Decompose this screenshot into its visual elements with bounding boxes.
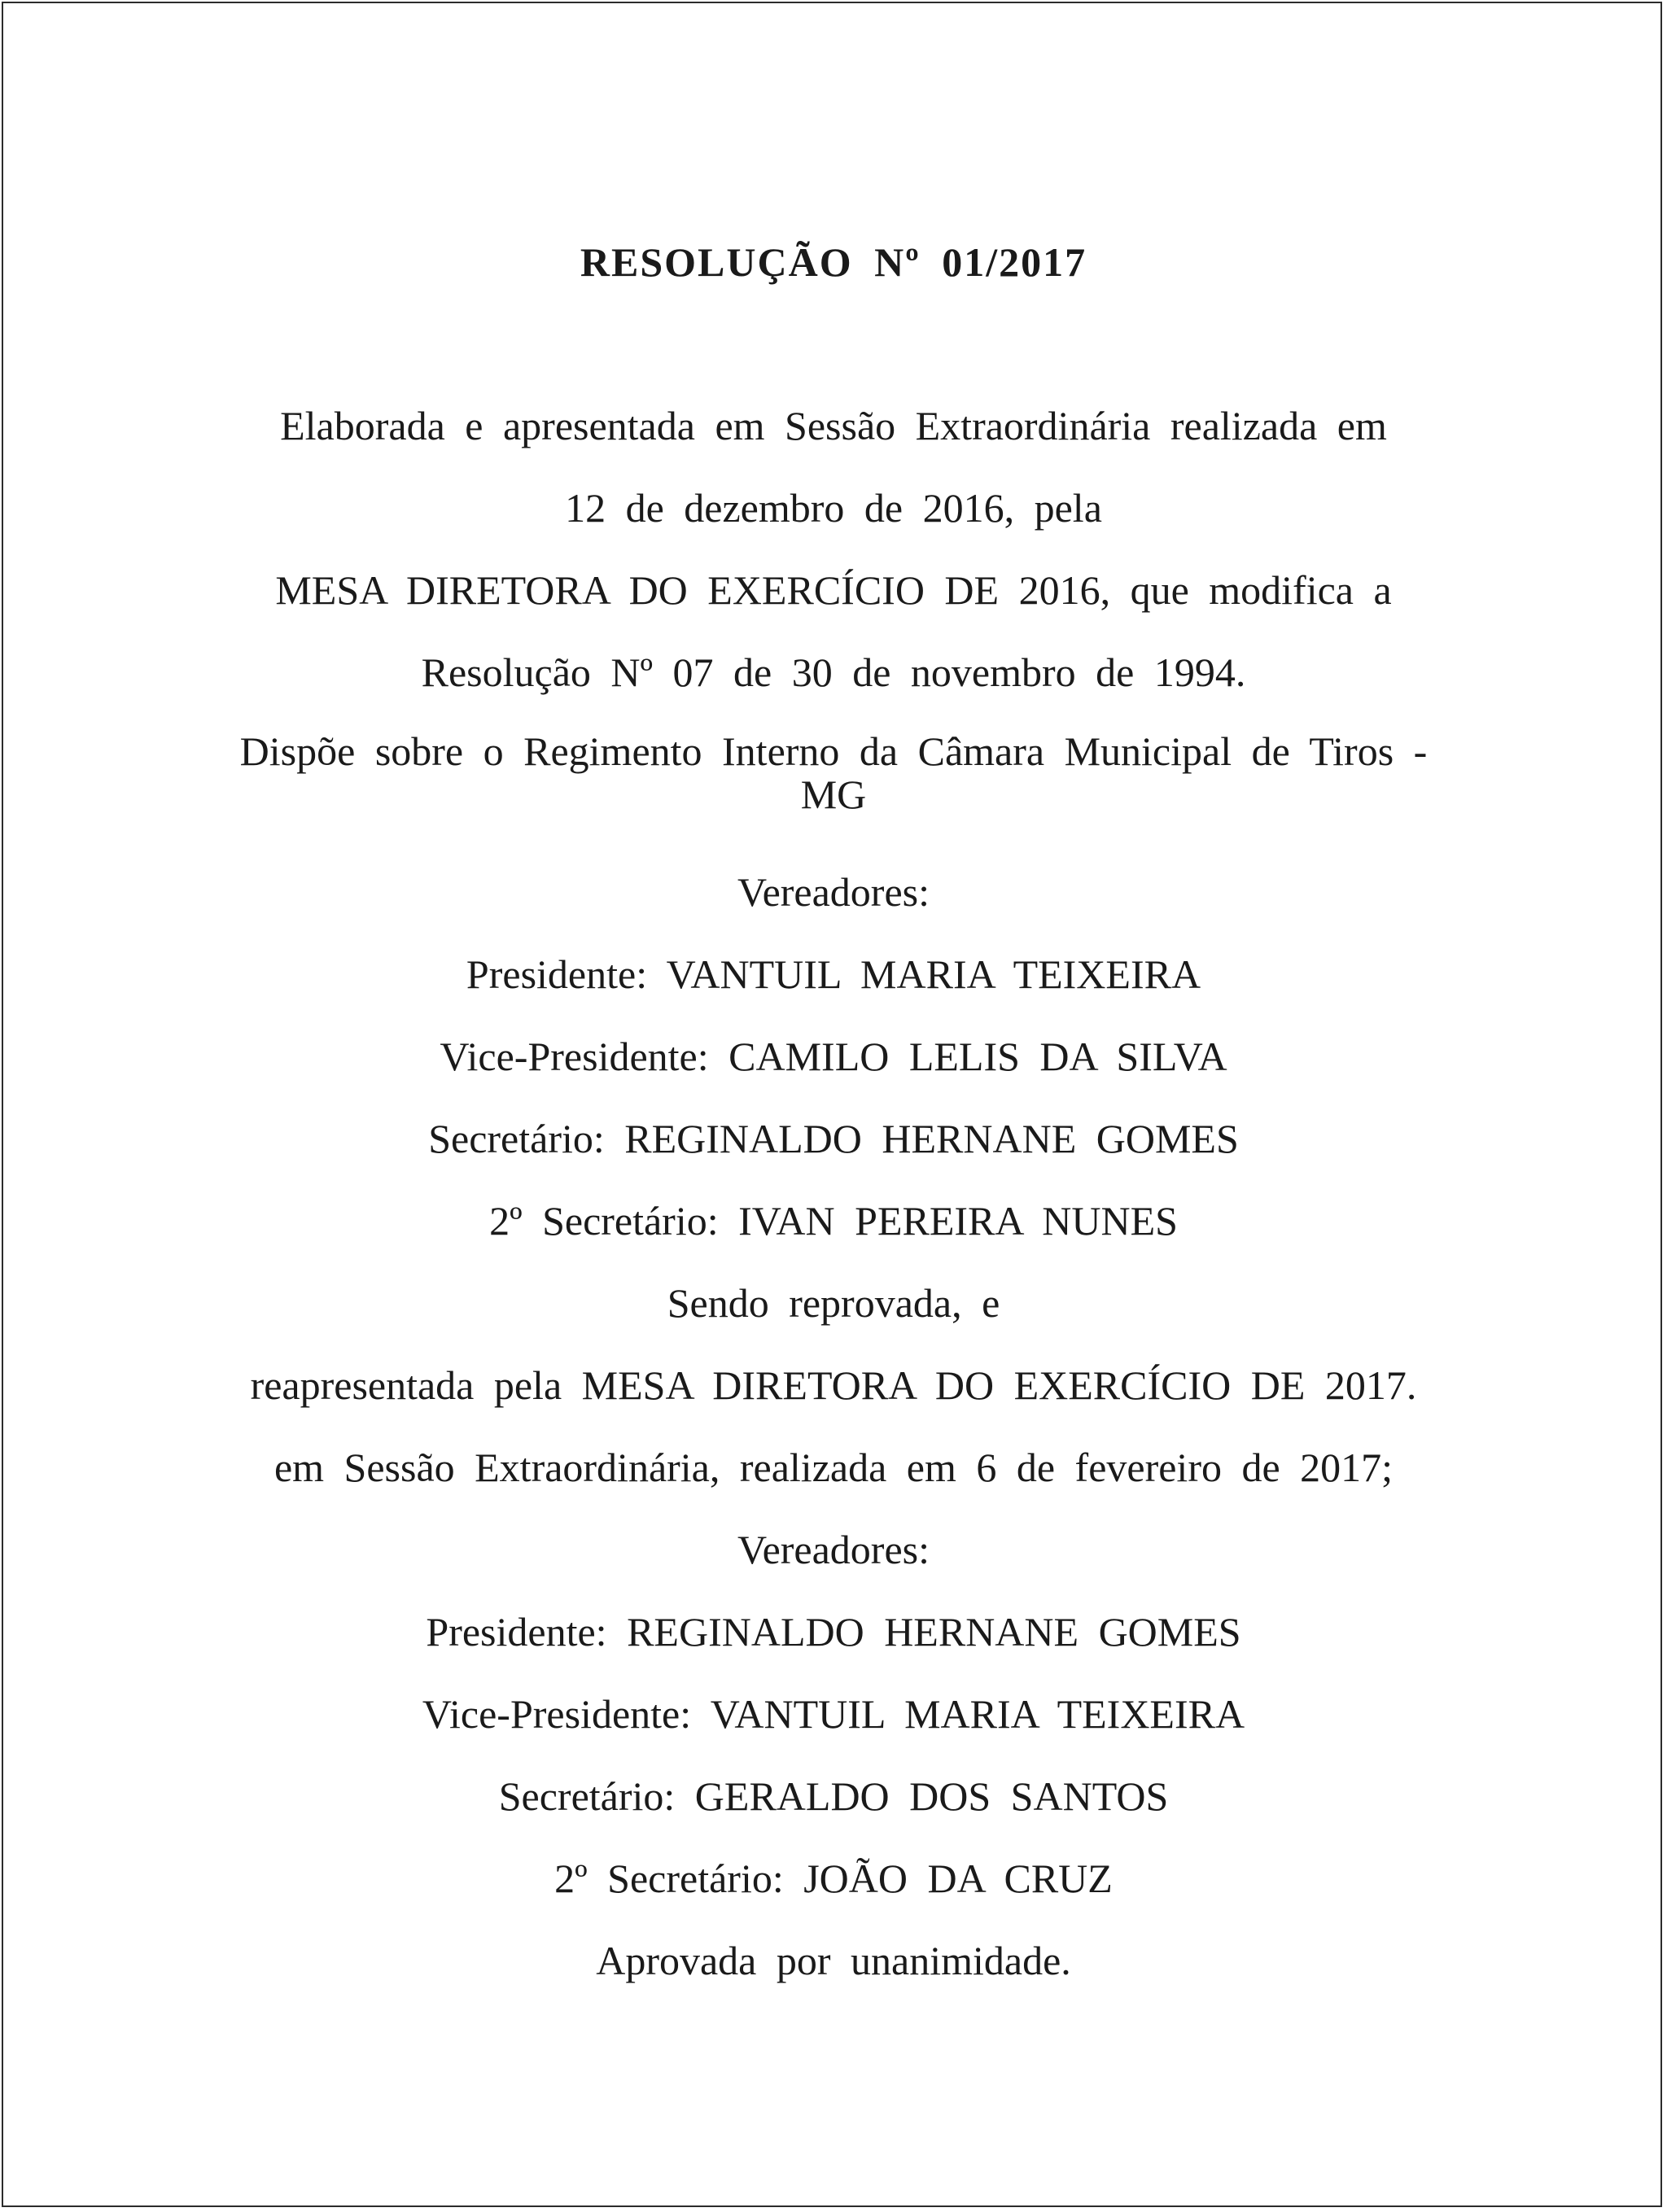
- member-secretary-2016: Secretário: REGINALDO HERNANE GOMES: [428, 1116, 1239, 1161]
- intro-line-resolucao-1994: Resolução Nº 07 de 30 de novembro de 1994.: [421, 649, 1246, 695]
- approval-line: Aprovada por unanimidade.: [596, 1938, 1071, 1983]
- member-president-2017: Presidente: REGINALDO HERNANE GOMES: [426, 1609, 1241, 1655]
- intro-line-date: 12 de dezembro de 2016, pela: [565, 485, 1102, 531]
- member-secretary-2017: Secretário: GERALDO DOS SANTOS: [498, 1773, 1169, 1819]
- rejection-line: Sendo reprovada, e: [667, 1280, 1000, 1326]
- subject-line: Dispõe sobre o Regimento Interno da Câmara Municipal de Tiros -: [239, 728, 1428, 774]
- member-vice-president-2016: Vice-Presidente: CAMILO LELIS DA SILVA: [440, 1034, 1227, 1079]
- session-2017-line: em Sessão Extraordinária, realizada em 6 de fevereiro de 2017;: [273, 1445, 1394, 1490]
- member-second-secretary-2017: 2º Secretário: JOÃO DA CRUZ: [554, 1856, 1113, 1901]
- member-president-2016: Presidente: VANTUIL MARIA TEIXEIRA: [466, 951, 1201, 997]
- intro-line-mesa-2016: MESA DIRETORA DO EXERCÍCIO DE 2016, que modifica a: [275, 567, 1392, 613]
- document-title: RESOLUÇÃO Nº 01/2017: [580, 239, 1087, 285]
- member-second-secretary-2016: 2º Secretário: IVAN PEREIRA NUNES: [489, 1198, 1178, 1244]
- subject-line-continuation: MG: [800, 772, 867, 817]
- vereadores-heading-2016: Vereadores:: [737, 869, 930, 915]
- vereadores-heading-2017: Vereadores:: [737, 1527, 930, 1572]
- representation-line: reapresentada pela MESA DIRETORA DO EXERCÍCIO DE 2017.: [250, 1362, 1417, 1408]
- intro-line-elaborada: Elaborada e apresentada em Sessão Extraordinária realizada em: [280, 403, 1387, 448]
- member-vice-president-2017: Vice-Presidente: VANTUIL MARIA TEIXEIRA: [422, 1691, 1245, 1737]
